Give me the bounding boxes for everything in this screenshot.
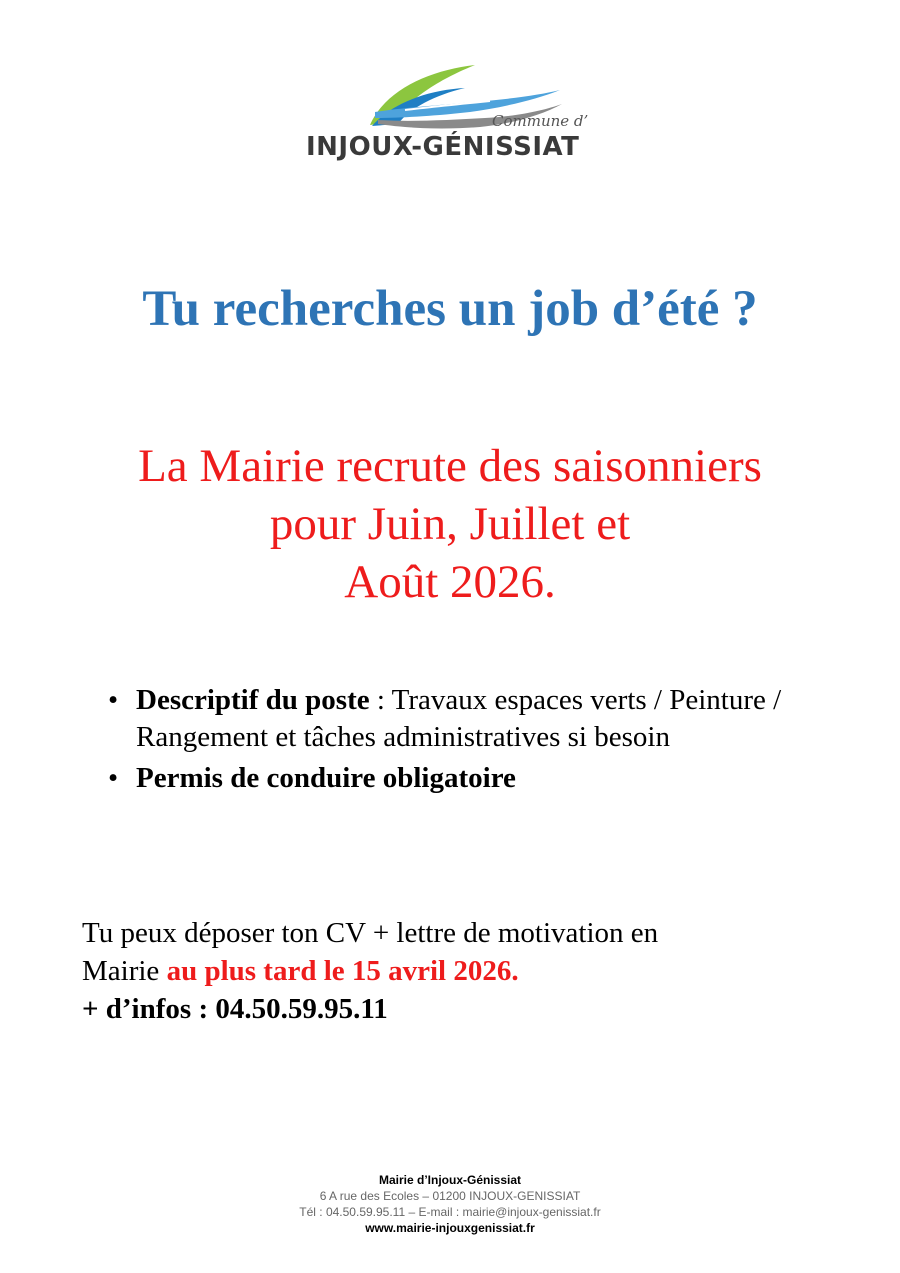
footer-address: 6 A rue des Ecoles – 01200 INJOUX-GENISSIAT <box>319 1189 581 1203</box>
bullet-icon: • <box>108 762 119 794</box>
announcement-line-3: Août 2026. <box>344 556 556 608</box>
list-item <box>108 760 808 797</box>
footer-website-link[interactable]: www.mairie-injouxgenissiat.fr <box>365 1221 535 1235</box>
job-description-label: Descriptif du poste <box>136 684 370 716</box>
bullet-icon: • <box>108 684 119 716</box>
cta-line-1: Tu peux déposer ton CV + lettre de motivation en <box>82 917 659 949</box>
info-phone: + d’infos : 04.50.59.95.11 <box>82 993 388 1025</box>
cta-line-2-start: Mairie <box>82 955 167 987</box>
license-requirement: Permis de conduire obligatoire <box>136 762 516 794</box>
cta-line-2 <box>82 952 802 990</box>
application-instructions <box>82 914 802 1028</box>
footer-contact: Tél : 04.50.59.95.11 – E-mail : mairie@injoux-genissiat.fr <box>299 1205 601 1219</box>
announcement-line-1: La Mairie recrute des saisonniers <box>138 440 762 492</box>
announcement-line-2: pour Juin, Juillet et <box>269 498 631 550</box>
page-title: Tu recherches un job d’été ? <box>142 281 758 337</box>
logo-name-text: INJOUX-GÉNISSIAT <box>306 132 580 162</box>
deadline-text: au plus tard le 15 avril 2026. <box>166 955 519 987</box>
job-description-text: : Travaux espaces verts / Peinture / Rangement et tâches administratives si besoin <box>136 684 782 753</box>
logo-commune-text: Commune d’ <box>492 112 589 130</box>
footer-org: Mairie d’Injoux-Génissiat <box>378 1173 522 1187</box>
requirements-list <box>108 682 808 801</box>
footer <box>0 1172 900 1236</box>
commune-logo <box>300 60 600 170</box>
recruitment-announcement <box>0 437 900 611</box>
list-item <box>108 682 808 756</box>
